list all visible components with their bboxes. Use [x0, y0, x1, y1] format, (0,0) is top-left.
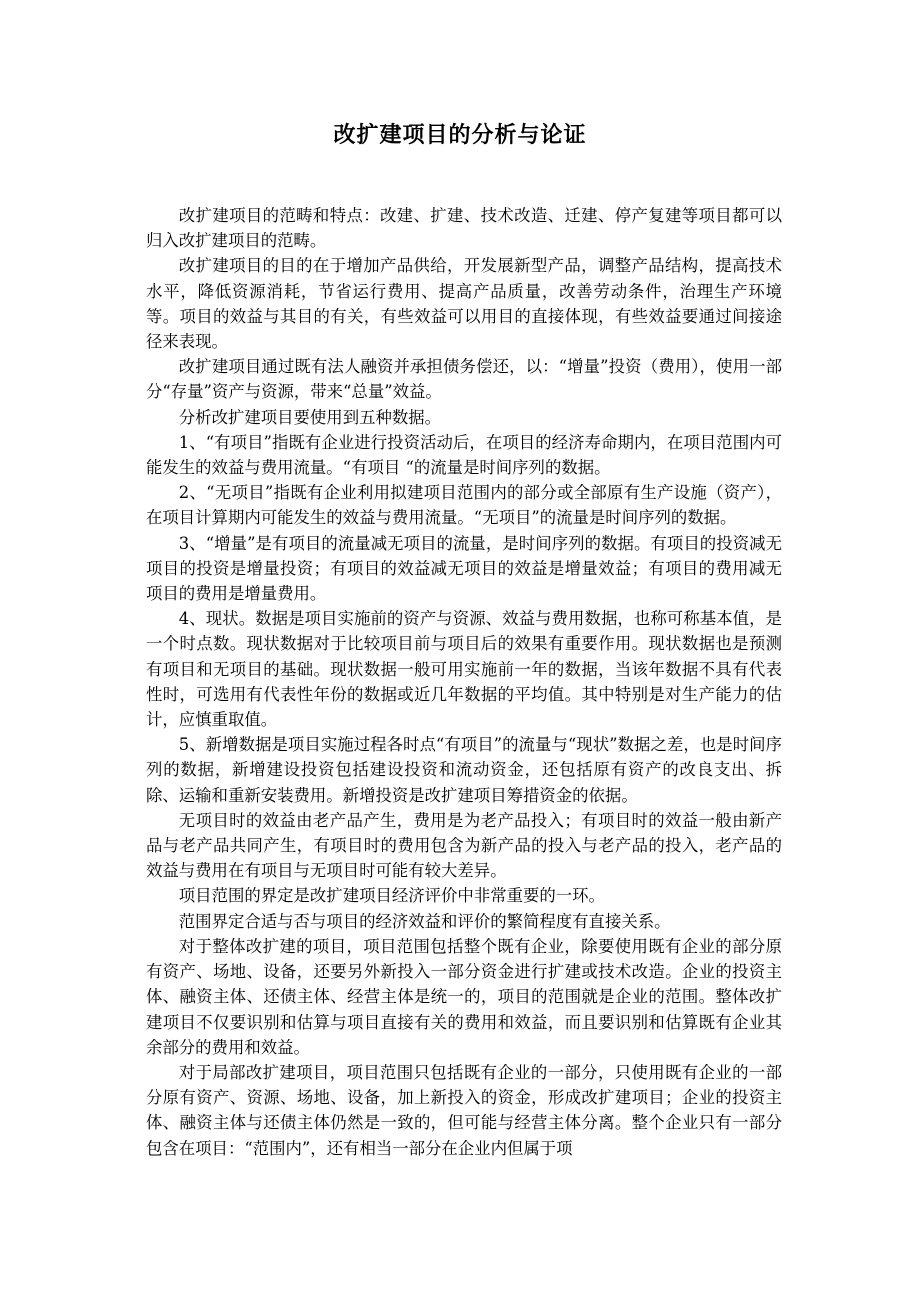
paragraph: 5、新增数据是项目实施过程各时点“有项目”的流量与“现状”数据之差，也是时间序列的数据，新增建设投资包括建设投资和流动资金，还包括原有资产的改良支出、拆除、运输和重新安装费用。新增投资是改扩建项目筹措资金的依据。 — [146, 735, 782, 805]
paragraph: 改扩建项目的范畴和特点：改建、扩建、技术改造、迁建、停产复建等项目都可以归入改扩建项目的范畴。 — [146, 206, 782, 251]
document-title: 改扩建项目的分析与论证 — [333, 122, 587, 148]
paragraph: 项目范围的界定是改扩建项目经济评价中非常重要的一环。 — [178, 886, 605, 906]
paragraph: 对于局部改扩建项目，项目范围只包括既有企业的一部分，只使用既有企业的一部分原有资产、资源、场地、设备，加上新投入的资金，形成改扩建项目；企业的投资主体、融资主体与还债主体仍然是一致的，但可能与经营主体分离。整个企业只有一部分包含在项目：“范围内”，还有相当一部分在企业内但属于项 — [146, 1062, 782, 1158]
document-body — [146, 203, 782, 1161]
paragraph: 1、“有项目”指既有企业进行投资活动后，在项目的经济寿命期内，在项目范围内可能发生的效益与费用流量。“有项目 “的流量是时间序列的数据。 — [146, 432, 782, 478]
paragraph: 无项目时的效益由老产品产生，费用是为老产品投入；有项目时的效益一般由新产品与老产品共同产生，有项目时的费用包含为新产品的投入与老产品的投入，老产品的效益与费用在有项目与无项目时可能有较大差异。 — [146, 810, 782, 881]
paragraph: 4、现状。数据是项目实施前的资产与资源、效益与费用数据，也称可称基本值，是一个时点数。现状数据对于比较项目前与项目后的效果有重要作用。现状数据也是预测有项目和无项目的基础。现状数据一般可用实施前一年的数据，当该年数据不具有代表性时，可选用有代表性年份的数据或近几年数据的平均值。其中特别是对生产能力的估计，应慎重取值。 — [146, 609, 782, 730]
paragraph: 分析改扩建项目要使用到五种数据。 — [178, 407, 442, 427]
paragraph: 范围界定合适与否与项目的经济效益和评价的繁简程度有直接关系。 — [178, 911, 671, 931]
paragraph: 3、“增量”是有项目的流量减无项目的流量，是时间序列的数据。有项目的投资减无项目的投资是增量投资；有项目的效益减无项目的效益是增量效益；有项目的费用减无项目的费用是增量费用。 — [146, 533, 782, 604]
paragraph: 改扩建项目通过既有法人融资并承担债务偿还，以：“增量”投资（费用），使用一部分“存量”资产与资源，带来“总量”效益。 — [146, 357, 782, 402]
paragraph: 2、“无项目”指既有企业利用拟建项目范围内的部分或全部原有生产设施（资产），在项目计算期内可能发生的效益与费用流量。“无项目”的流量是时间序列的数据。 — [146, 483, 782, 528]
paragraph: 对于整体改扩建的项目，项目范围包括整个既有企业，除要使用既有企业的部分原有资产、场地、设备，还要另外新投入一部分资金进行扩建或技术改造。企业的投资主体、融资主体、还债主体、经营主体是统一的，项目的范围就是企业的范围。整体改扩建项目不仅要识别和估算与项目直接有关的费用和效益，而且要识别和估算既有企业其余部分的费用和效益。 — [146, 936, 782, 1057]
paragraph: 改扩建项目的目的在于增加产品供给，开发展新型产品，调整产品结构，提高技术水平，降低资源消耗，节省运行费用、提高产品质量，改善劳动条件，治理生产环境等。项目的效益与其目的有关，有些效益可以用目的直接体现，有些效益要通过间接途径来表现。 — [146, 256, 782, 352]
